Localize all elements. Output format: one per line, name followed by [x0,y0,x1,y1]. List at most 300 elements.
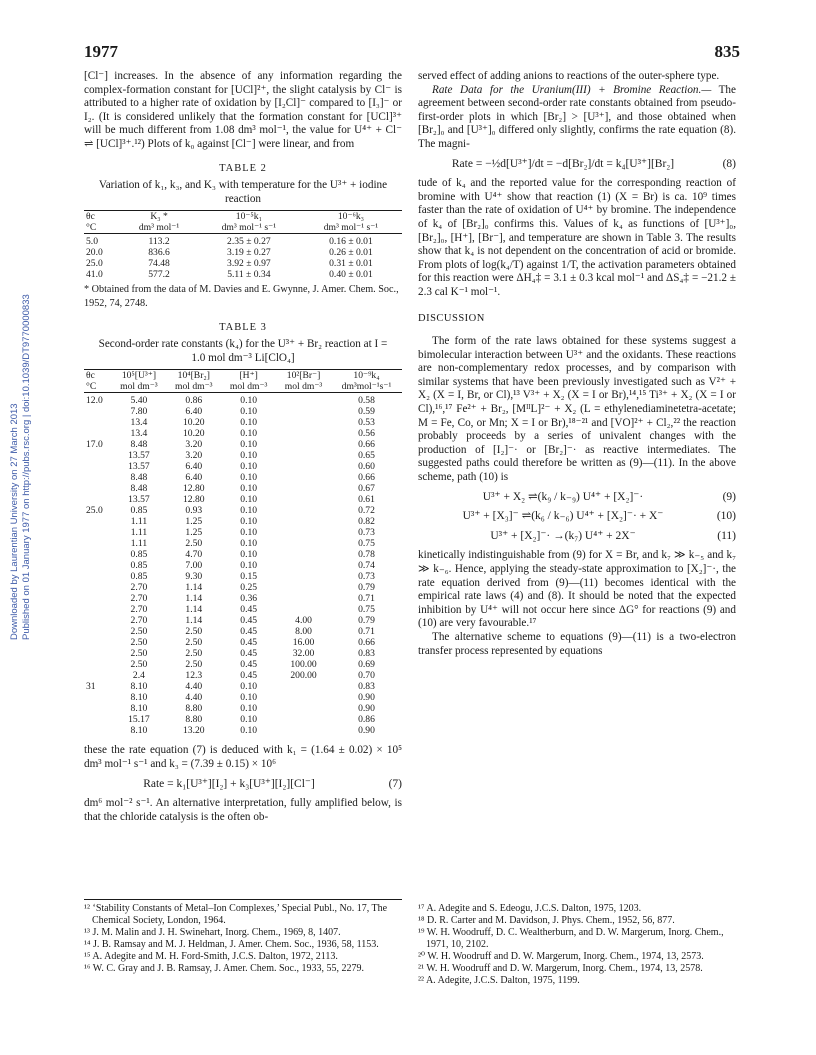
table-cell: 0.66 [358,637,375,649]
table-cell: 2.50 [130,648,148,660]
table-row [84,538,402,549]
table-cell: 0.90 [358,703,375,715]
table-cell: 0.79 [358,582,375,594]
download-sidebar [0,200,40,660]
table-cell: 8.48 [130,472,148,484]
equation-7 [84,778,402,792]
table-cell: 0.25 [240,582,258,594]
table-column-header: θc [84,211,120,223]
table-cell: 0.10 [240,461,258,473]
table-cell: 3.20 [185,439,203,451]
table-cell: 0.36 [240,593,258,605]
table-cell: 0.26 ± 0.01 [329,247,373,259]
table-row [84,428,402,439]
table-cell: 25.0 [86,258,103,270]
table-cell [276,714,331,725]
reference-entry: ¹⁸ D. R. Carter and M. Davidson, J. Phys. Chem., 1952, 56, 877. [418,915,675,926]
table-row [84,417,402,428]
table-column-header: [H⁺] [221,370,276,382]
table-cell: 0.59 [358,406,375,418]
table-column-header: 10⁵[U³⁺] [111,370,166,382]
table-cell: 4.40 [185,692,203,704]
table-cell: 12.80 [183,494,205,506]
table-cell [276,582,331,593]
reference-entry: ²⁰ W. H. Woodruff and D. W. Margerum, Inorg. Chem., 1974, 13, 2573. [418,951,704,962]
table-cell [84,692,111,703]
table-cell: 4.00 [295,615,312,627]
table-column-header: θc [84,370,111,382]
table-cell: 13.57 [128,494,150,506]
table-2-footnote: * Obtained from the data of M. Davies and E. Gwynne, J. Amer. Chem. Soc., 1952, 74, 2748. [84,284,399,309]
reference-entry: ¹² ‘Stability Constants of Metal–Ion Complexes,’ Special Publ., No. 17, The Chemical Society, London, 1964. [84,903,388,926]
table-cell: 0.10 [240,406,258,418]
table-row [84,516,402,527]
table-cell [84,527,111,538]
right-column [418,70,736,658]
table-cell: 200.00 [290,670,317,682]
table-cell: 1.14 [185,593,203,605]
table-row [84,637,402,648]
table-cell: 577.2 [148,269,170,281]
publication-notice[interactable]: Published on 01 January 1977 on http://pubs.rsc.org | doi:10.1039/DT9770000833 [21,294,32,640]
table-cell [84,714,111,725]
table-cell: 6.40 [185,472,203,484]
download-notice[interactable]: Downloaded by Laurentian University on 27 March 2013 [9,403,20,640]
table-cell: 8.00 [295,626,312,638]
table-cell: 13.20 [183,725,205,737]
table-cell: 3.19 ± 0.27 [227,247,271,259]
table-cell [276,549,331,560]
equation-7-formula: Rate = k₁[U³⁺][I₂] + k₃[U³⁺][I₂][Cl⁻] [143,777,315,790]
table-cell [84,703,111,714]
table-row [84,692,402,703]
table-cell: 0.10 [240,703,258,715]
table-row [84,269,402,280]
table-cell: 0.66 [358,472,375,484]
table-cell [84,483,111,494]
table-column-unit: dm³ mol⁻¹ s⁻¹ [300,222,402,234]
table-cell: 2.70 [130,582,148,594]
table-cell: 8.80 [185,703,203,715]
table-cell: 0.90 [358,692,375,704]
section-heading: Rate Data for the Uranium(III) + Bromine Reaction.— [432,83,712,96]
table-cell: 41.0 [86,269,103,281]
table-row [84,714,402,725]
section-paragraph [418,84,736,152]
equation-8-formula: Rate = −½d[U³⁺]/dt = −d[Br₂]/dt = k₄[U³⁺][Br₂] [451,157,675,170]
table-cell [276,571,331,582]
table-cell: 4.70 [185,549,203,561]
table-cell: 1.14 [185,615,203,627]
table-row [84,593,402,604]
equation-10 [418,510,736,524]
footnote-rule [84,899,402,900]
table-cell: 0.66 [358,439,375,451]
table-cell: 13.57 [128,461,150,473]
table-cell [276,393,331,407]
table-cell: 74.48 [148,258,170,270]
table-cell: 1.11 [130,516,148,528]
table-cell: 0.85 [130,549,148,561]
table-cell: 1.25 [185,516,203,528]
body-paragraph: kinetically indistinguishable from (9) for X = Br, and k₇ ≫ k₋₅ and k₇ ≫ k₋₆. Hence, applying the steady-state approximation to [X₂]⁻·, the rate equation derived from (9)—(11) becomes identical with the empirical rate laws (4) and (8). It should be noted that the expected inhibition by U⁴⁺ will not occur here since ΔG° for reactions (9) and (10) are very favourable.¹⁷ [418,549,736,630]
table-cell: 0.15 [240,571,258,583]
table-cell: 6.40 [185,461,203,473]
table-row [84,472,402,483]
table-cell: 0.53 [358,417,375,429]
table-row [84,659,402,670]
table-cell: 0.85 [130,505,148,517]
reference-entry: ¹⁴ J. B. Ramsay and M. J. Heldman, J. Amer. Chem. Soc., 1936, 58, 1153. [84,939,379,950]
journal-year: 1977 [84,42,118,61]
equation-9 [418,491,736,505]
table-cell: 32.00 [292,648,315,660]
equation-11-formula: U³⁺ + [X₂]⁻· →(k₇) U⁴⁺ + 2X⁻ [490,529,636,542]
table-cell: 0.75 [358,538,375,550]
table-cell [276,516,331,527]
table-cell [84,494,111,505]
equation-11 [418,530,736,544]
table-cell: 2.50 [185,538,203,550]
table-cell: 2.70 [130,615,148,627]
table-cell [276,505,331,516]
body-paragraph: dm⁶ mol⁻² s⁻¹. An alternative interpretation, fully amplified below, is that the chloride catalysis is the often ob- [84,797,402,823]
table-cell: 13.57 [128,450,150,462]
table-row [84,494,402,505]
table-column-unit: mol dm⁻³ [166,381,221,393]
table-cell [84,417,111,428]
body-paragraph: these the rate equation (7) is deduced with k₁ = (1.64 ± 0.02) × 10⁵ dm³ mol⁻¹ s⁻¹ and k₃ = (7.39 ± 0.15) × 10⁶ [84,744,402,770]
table-cell: 100.00 [290,659,317,671]
table-cell: 16.00 [292,637,315,649]
table-cell: 7.80 [130,406,148,418]
references-left [84,899,402,975]
reference-entry: ¹⁷ A. Adegite and S. Edeogu, J.C.S. Dalton, 1975, 1203. [418,903,642,914]
table-row [84,247,402,258]
table-cell [84,472,111,483]
table-row [84,626,402,637]
table-column-unit: °C [84,381,111,393]
equation-9-number: (9) [722,490,736,503]
table-row [84,461,402,472]
table-row [84,703,402,714]
table-cell: 1.11 [130,538,148,550]
table-column-header: 10⁴[Br₂] [166,370,221,382]
table-row [84,648,402,659]
reference-entry: ²¹ W. H. Woodruff and D. W. Margerum, Inorg. Chem., 1974, 13, 2578. [418,963,703,974]
references-right [418,899,736,987]
table-cell: 2.50 [130,637,148,649]
table-cell: 0.45 [240,659,258,671]
equation-11-number: (11) [717,529,736,542]
table-cell [84,593,111,604]
table-cell: 0.45 [240,604,258,616]
table-3-grid [84,369,402,736]
table-cell [84,604,111,615]
table-cell: 12.3 [185,670,203,682]
table-cell: 0.45 [240,615,258,627]
table-cell: 0.93 [185,505,203,517]
table-cell [276,472,331,483]
table-cell: 6.40 [185,406,203,418]
table-cell: 0.45 [240,648,258,660]
body-paragraph: [Cl⁻] increases. In the absence of any information regarding the complex-formation constant for [UCl]²⁺, the slight catalysis by Cl⁻ is attributed to a higher rate of oxidation by [I₂Cl]⁻ compared to [I₃]⁻ or I₂. (It is considered unlikely that the formation constant for [UCl]³⁺ will be much different from 1.08 dm³ mol⁻¹, the value for U⁴⁺ + Cl⁻ ⇌ [UCl]³⁺.¹²) Plots of k₀ against [Cl⁻] were linear, and from [84,70,402,150]
table-cell [84,670,111,681]
table-cell [276,461,331,472]
table-column-unit: mol dm⁻³ [276,381,331,393]
table-column-unit: mol dm⁻³ [111,381,166,393]
table-cell [276,439,331,450]
table-cell [276,450,331,461]
table-cell [276,692,331,703]
table-cell: 13.4 [130,417,148,429]
table-cell: 0.60 [358,461,375,473]
table-cell [84,560,111,571]
table-cell: 8.10 [130,681,148,693]
discussion-heading: DISCUSSION [418,312,485,324]
table-cell [276,604,331,615]
table-row [84,604,402,615]
table-cell: 0.71 [358,593,375,605]
table-row [84,615,402,626]
table-cell [276,428,331,439]
table-cell: 13.4 [130,428,148,440]
table-cell: 0.45 [240,626,258,638]
reference-entry: ¹³ J. M. Malin and J. H. Swinehart, Inorg. Chem., 1969, 8, 1407. [84,927,341,938]
table-cell [84,461,111,472]
table-cell: 0.82 [358,516,375,528]
table-2-caption: Variation of k₁, k₃, and K₃ with temperature for the U³⁺ + iodine reaction [98,179,388,205]
table-cell: 2.50 [185,637,203,649]
table-cell: 8.48 [130,439,148,451]
table-cell: 0.10 [240,549,258,561]
table-cell: 15.17 [128,714,150,726]
table-cell [84,637,111,648]
table-cell: 8.10 [130,692,148,704]
table-cell: 0.40 ± 0.01 [329,269,373,281]
table-cell: 0.31 ± 0.01 [329,258,373,270]
table-cell: 2.50 [130,659,148,671]
table-cell: 2.50 [185,648,203,660]
table-cell: 0.83 [358,681,375,693]
equation-8-number: (8) [722,157,736,170]
table-cell: 0.10 [240,428,258,440]
table-cell: 8.10 [130,725,148,737]
table-cell: 1.11 [130,527,148,539]
table-cell [84,428,111,439]
page-number: 835 [714,42,740,61]
table-cell: 2.50 [185,626,203,638]
table-3-title: TABLE 3 [219,321,267,333]
table-2-title: TABLE 2 [219,162,267,174]
table-cell: 0.10 [240,527,258,539]
table-cell [276,725,331,736]
table-cell [276,494,331,505]
body-paragraph: served effect of adding anions to reactions of the outer-sphere type. [418,70,720,82]
table-cell: 0.10 [240,505,258,517]
table-cell: 0.10 [240,714,258,726]
table-cell: 0.45 [240,637,258,649]
table-cell: 2.50 [185,659,203,671]
table-cell: 2.70 [130,593,148,605]
table-column-unit: °C [84,222,120,234]
table-cell: 2.4 [132,670,145,682]
table-cell: 0.10 [240,439,258,451]
table-cell [276,560,331,571]
table-cell [84,538,111,549]
table-cell [84,626,111,637]
table-cell: 0.78 [358,549,375,561]
reference-entry: ¹⁵ A. Adegite and M. H. Ford-Smith, J.C.S. Dalton, 1972, 2113. [84,951,338,962]
table-cell: 0.85 [130,560,148,572]
table-2-grid [84,210,402,280]
table-cell: 0.67 [358,483,375,495]
table-cell: 0.10 [240,483,258,495]
table-column-header: 10²[Br⁻] [276,370,331,382]
table-cell: 0.10 [240,417,258,429]
table-cell [276,406,331,417]
table-cell: 20.0 [86,247,103,259]
table-cell [84,615,111,626]
table-row [84,560,402,571]
table-row [84,571,402,582]
table-cell: 0.86 [185,395,203,407]
table-cell: 17.0 [86,439,103,451]
table-cell: 0.69 [358,659,375,671]
table-cell: 31 [86,681,96,693]
table-cell [276,593,331,604]
table-row [84,725,402,736]
table-cell: 0.61 [358,494,375,506]
equation-9-formula: U³⁺ + X₂ ⇌(k₉ / k₋₉) U⁴⁺ + [X₂]⁻· [482,490,644,503]
table-cell: 3.92 ± 0.97 [227,258,271,270]
table-row [84,527,402,538]
table-cell: 0.10 [240,725,258,737]
table-cell: 25.0 [86,505,103,517]
table-cell [84,549,111,560]
reference-entry: ²² A. Adegite, J.C.S. Dalton, 1975, 1199. [418,975,580,986]
table-cell [276,703,331,714]
table-cell: 1.25 [185,527,203,539]
table-cell [84,450,111,461]
table-cell [84,725,111,736]
table-cell: 0.86 [358,714,375,726]
table-cell [84,571,111,582]
equation-10-formula: U³⁺ + [X₃]⁻ ⇌(k₆ / k₋₆) U⁴⁺ + [X₂]⁻· + X⁻ [462,510,664,523]
table-cell: 12.80 [183,483,205,495]
reference-entry: ¹⁹ W. H. Woodruff, D. C. Wealtherburn, and D. W. Margerum, Inorg. Chem., 1971, 10, 2102. [418,927,724,950]
left-column [84,70,402,824]
table-cell: 0.73 [358,527,375,539]
table-cell: 0.58 [358,395,375,407]
table-column-unit: dm³ mol⁻¹ s⁻¹ [198,222,300,234]
table-cell: 7.00 [185,560,203,572]
table-cell: 0.79 [358,615,375,627]
table-column-header: K₃ * [120,211,198,223]
table-row [84,505,402,516]
table-row [84,439,402,450]
table-row [84,450,402,461]
body-paragraph: tude of k₄ and the reported value for the corresponding reaction of bromine with U⁴⁺ show that reaction (1) (X = Br) is ca. 10⁹ times faster than the rate of oxidation of U⁴⁺ by bromine. The independence of k₄ of [Br₂]₀ confirms this. Values of k₄ as functions of [U³⁺]₀, [Br₂]₀, [H⁺], [Br⁻], and temperature are shown in Table 3. The results show that k₄ is not dependent on the concentration of acid or bromide. From plots of log(k₄/T) against 1/T, the activation parameters obtained for this reaction were ΔH₄‡ = 3.1 ± 0.3 kcal mol⁻¹ and ΔS₄‡ = −21.2 ± 2.3 cal K⁻¹ mol⁻¹. [418,177,736,298]
table-cell [276,681,331,692]
table-row [84,234,402,248]
table-cell: 0.74 [358,560,375,572]
table-column-unit: dm³mol⁻¹s⁻¹ [331,381,402,393]
table-cell [276,527,331,538]
table-cell [276,417,331,428]
table-cell [84,406,111,417]
body-paragraph: The form of the rate laws obtained for these systems suggest a bimolecular interaction between U³⁺ and the oxidants. These reactions are non-complementary redox processes, and by comparison with similar systems that have been previously investigated such as V²⁺ + X₂ (X = I, Br, or Cl),¹³ V³⁺ + X₂ (X = I or Br),¹⁴,¹⁵ Ti³⁺ + X₂ (X = I or Cl),¹⁶,¹⁷ Fe²⁺ + Br₂, [MᴵᴵL]²⁻ + X₂ (L = ethylenediaminetetra-acetate; M = Fe, Co, or Mn; X = I or Br),¹⁸⁻²¹ and [VO]²⁺ + Cl₂,²² the reaction probably proceeds by a series of univalent changes with the production of [I₂]⁻· or [Br₂]⁻· as reactive intermediates. The suggested paths could therefore be written as (9)—(11). In the above scheme, path (10) is [418,335,736,484]
table-cell: 0.10 [240,450,258,462]
table-cell: 0.10 [240,538,258,550]
table-cell: 0.70 [358,670,375,682]
table-column-header: 10⁻⁵k₁ [198,211,300,223]
table-row [84,406,402,417]
table-cell: 0.71 [358,626,375,638]
table-cell: 12.0 [86,395,103,407]
equation-10-number: (10) [716,510,736,523]
table-cell: 5.11 ± 0.34 [227,269,271,281]
table-row [84,681,402,692]
table-cell: 0.16 ± 0.01 [329,236,373,248]
table-cell: 1.14 [185,604,203,616]
page-header [84,42,740,62]
table-cell: 0.65 [358,450,375,462]
table-cell: 0.10 [240,494,258,506]
table-cell: 4.40 [185,681,203,693]
table-row [84,483,402,494]
table-cell: 9.30 [185,571,203,583]
table-cell: 0.85 [130,571,148,583]
table-row [84,549,402,560]
table-cell: 10.20 [183,428,205,440]
table-3-caption: Second-order rate constants (k₄) for the U³⁺ + Br₂ reaction at I = 1.0 mol dm⁻³ Li[ClO₄] [98,338,388,364]
table-column-header: 10⁻⁶k₃ [300,211,402,223]
table-column-header: 10⁻⁹k₄ [331,370,402,382]
body-paragraph: The alternative scheme to equations (9)—(11) is a two-electron transfer process represented by equations [418,630,736,657]
table-2 [84,162,402,311]
table-cell: 3.20 [185,450,203,462]
table-cell: 0.10 [240,692,258,704]
table-cell: 2.35 ± 0.27 [227,236,271,248]
table-cell [84,516,111,527]
table-cell: 8.10 [130,703,148,715]
reference-entry: ¹⁶ W. C. Gray and J. B. Ramsay, J. Amer. Chem. Soc., 1933, 55, 2279. [84,963,364,974]
equation-7-number: (7) [388,777,402,790]
table-cell: 2.50 [130,626,148,638]
table-column-unit: dm³ mol⁻¹ [120,222,198,234]
table-cell: 0.10 [240,395,258,407]
table-cell: 836.6 [148,247,170,259]
equation-8 [418,158,736,172]
table-cell [84,659,111,670]
table-3 [84,321,402,737]
table-row [84,393,402,407]
table-cell [276,538,331,549]
table-row [84,670,402,681]
table-cell: 8.80 [185,714,203,726]
table-cell: 1.14 [185,582,203,594]
table-cell: 0.10 [240,516,258,528]
table-cell: 113.2 [148,236,170,248]
table-cell: 5.40 [130,395,148,407]
table-cell: 0.45 [240,670,258,682]
table-row [84,258,402,269]
table-cell: 0.90 [358,725,375,737]
table-cell: 10.20 [183,417,205,429]
table-cell: 0.83 [358,648,375,660]
table-cell: 0.10 [240,681,258,693]
